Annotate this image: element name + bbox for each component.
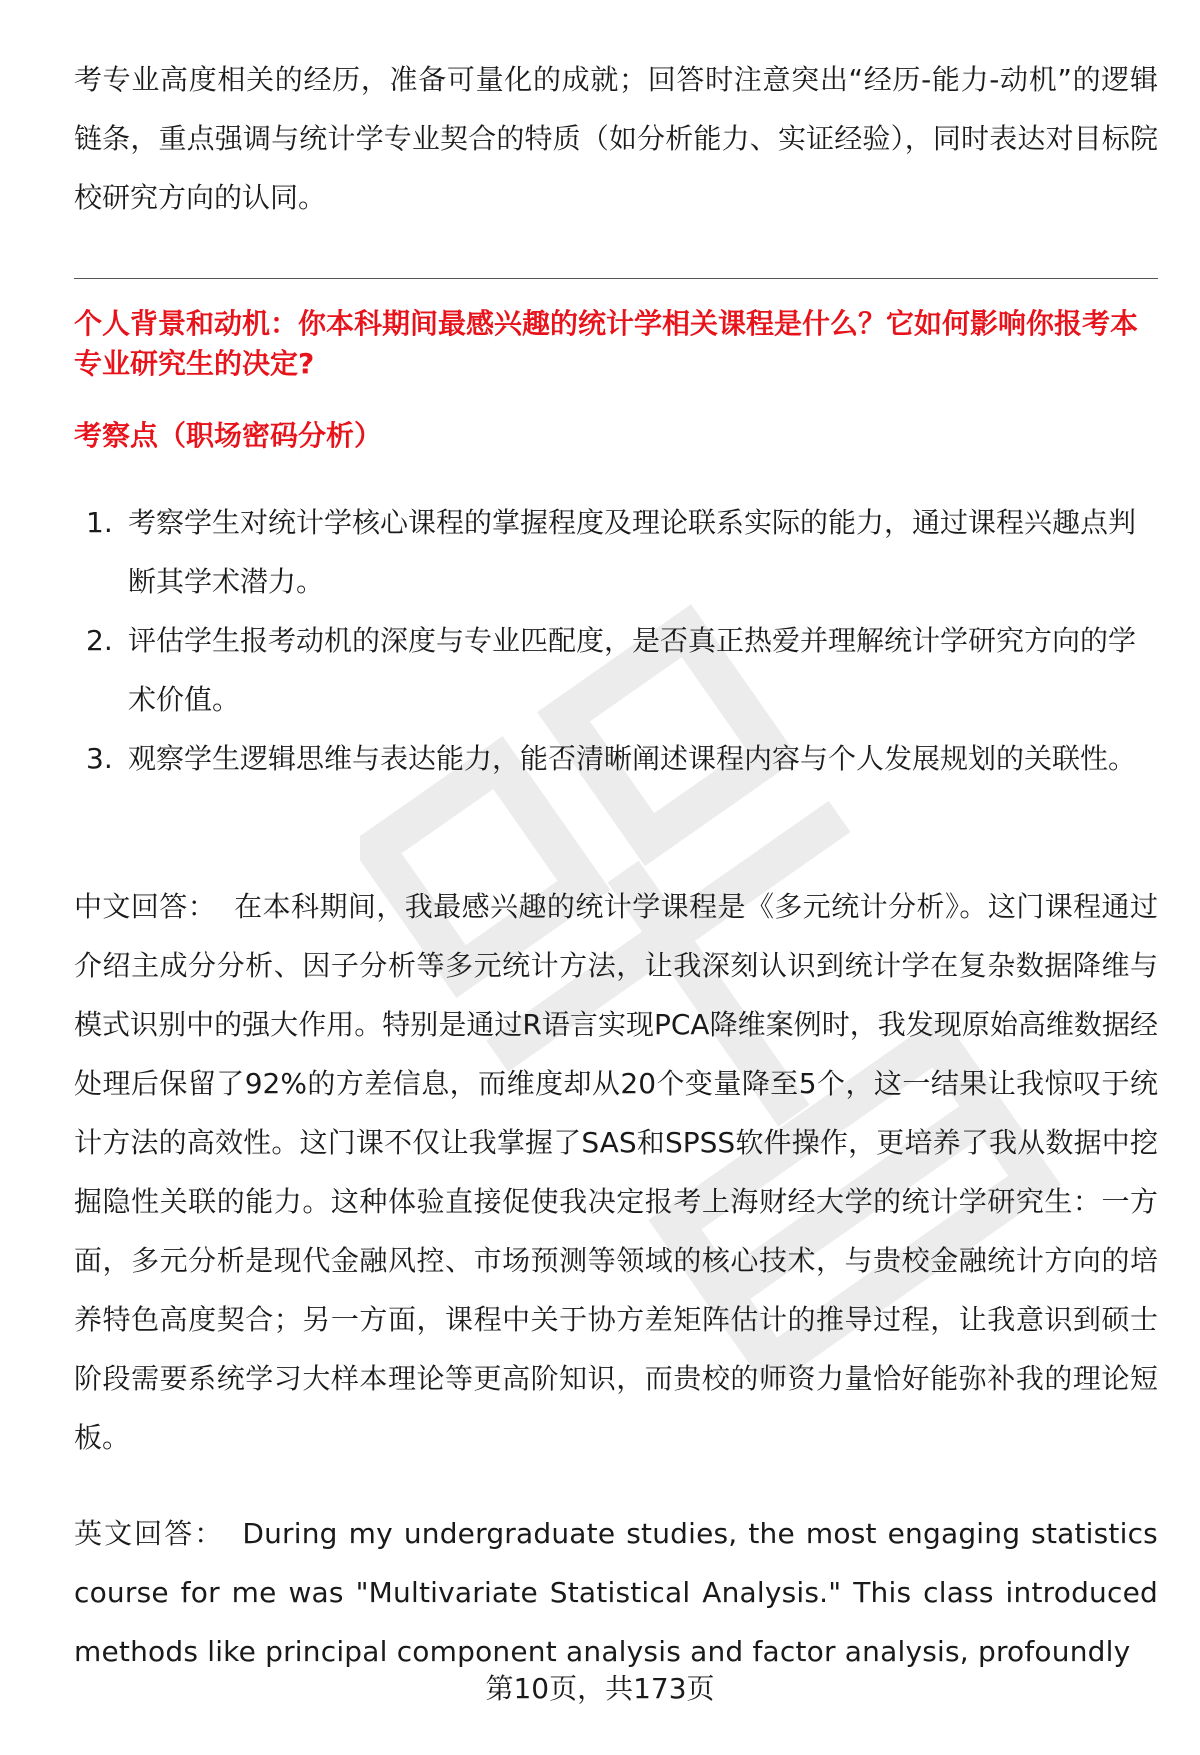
chinese-answer-label: 中文回答： [74, 890, 217, 923]
chinese-answer [74, 877, 1158, 1467]
question-heading: 个人背景和动机：你本科期间最感兴趣的统计学相关课程是什么？它如何影响你报考本专业研究生的决定? [74, 307, 1139, 380]
points-heading: 考察点（职场密码分析） [74, 419, 383, 452]
english-answer-text: During my undergraduate studies, the most engaging statistics course for me was "Multivariate Statistical Analysis." This class introduced methods like principal component analysis and factor analysis, profoundly [74, 1517, 1158, 1668]
chinese-answer-text: 在本科期间，我最感兴趣的统计学课程是《多元统计分析》。这门课程通过介绍主成分分析、因子分析等多元统计方法，让我深刻认识到统计学在复杂数据降维与模式识别中的强大作用。特别是通过R语言实现PCA降维案例时，我发现原始高维数据经处理后保留了92%的方差信息，而维度却从20个变量降至5个，这一结果让我惊叹于统计方法的高效性。这门课不仅让我掌握了SAS和SPSS软件操作，更培养了我从数据中挖掘隐性关联的能力。这种体验直接促使我决定报考上海财经大学的统计学研究生：一方面，多元分析是现代金融风控、市场预测等领域的核心技术，与贵校金融统计方向的培养特色高度契合；另一方面，课程中关于协方差矩阵估计的推导过程，让我意识到硕士阶段需要系统学习大样本理论等更高阶知识，而贵校的师资力量恰好能弥补我的理论短板。 [74, 890, 1158, 1454]
list-item-text: 评估学生报考动机的深度与专业匹配度，是否真正热爱并理解统计学研究方向的学术价值。 [128, 624, 1137, 716]
list-item-text: 考察学生对统计学核心课程的掌握程度及理论联系实际的能力，通过课程兴趣点判断其学术潜力。 [128, 506, 1137, 598]
english-answer [74, 1504, 1158, 1681]
assessment-points-list [74, 493, 1158, 788]
list-item-number: 2. [86, 624, 113, 657]
list-item-number: 1. [86, 506, 113, 539]
section-divider [74, 278, 1158, 279]
intro-paragraph: 考专业高度相关的经历，准备可量化的成就；回答时注意突出“经历-能力-动机”的逻辑链条，重点强调与统计学专业契合的特质（如分析能力、实证经验），同时表达对目标院校研究方向的认同。 [74, 63, 1158, 214]
list-item-text: 观察学生逻辑思维与表达能力，能否清晰阐述课程内容与个人发展规划的关联性。 [128, 742, 1137, 775]
english-answer-label: 英文回答： [74, 1517, 225, 1550]
page-number-footer: 第10页，共173页 [485, 1672, 715, 1705]
list-item [74, 729, 1158, 788]
list-item [74, 611, 1158, 729]
list-item-number: 3. [86, 742, 113, 775]
list-item [74, 493, 1158, 611]
